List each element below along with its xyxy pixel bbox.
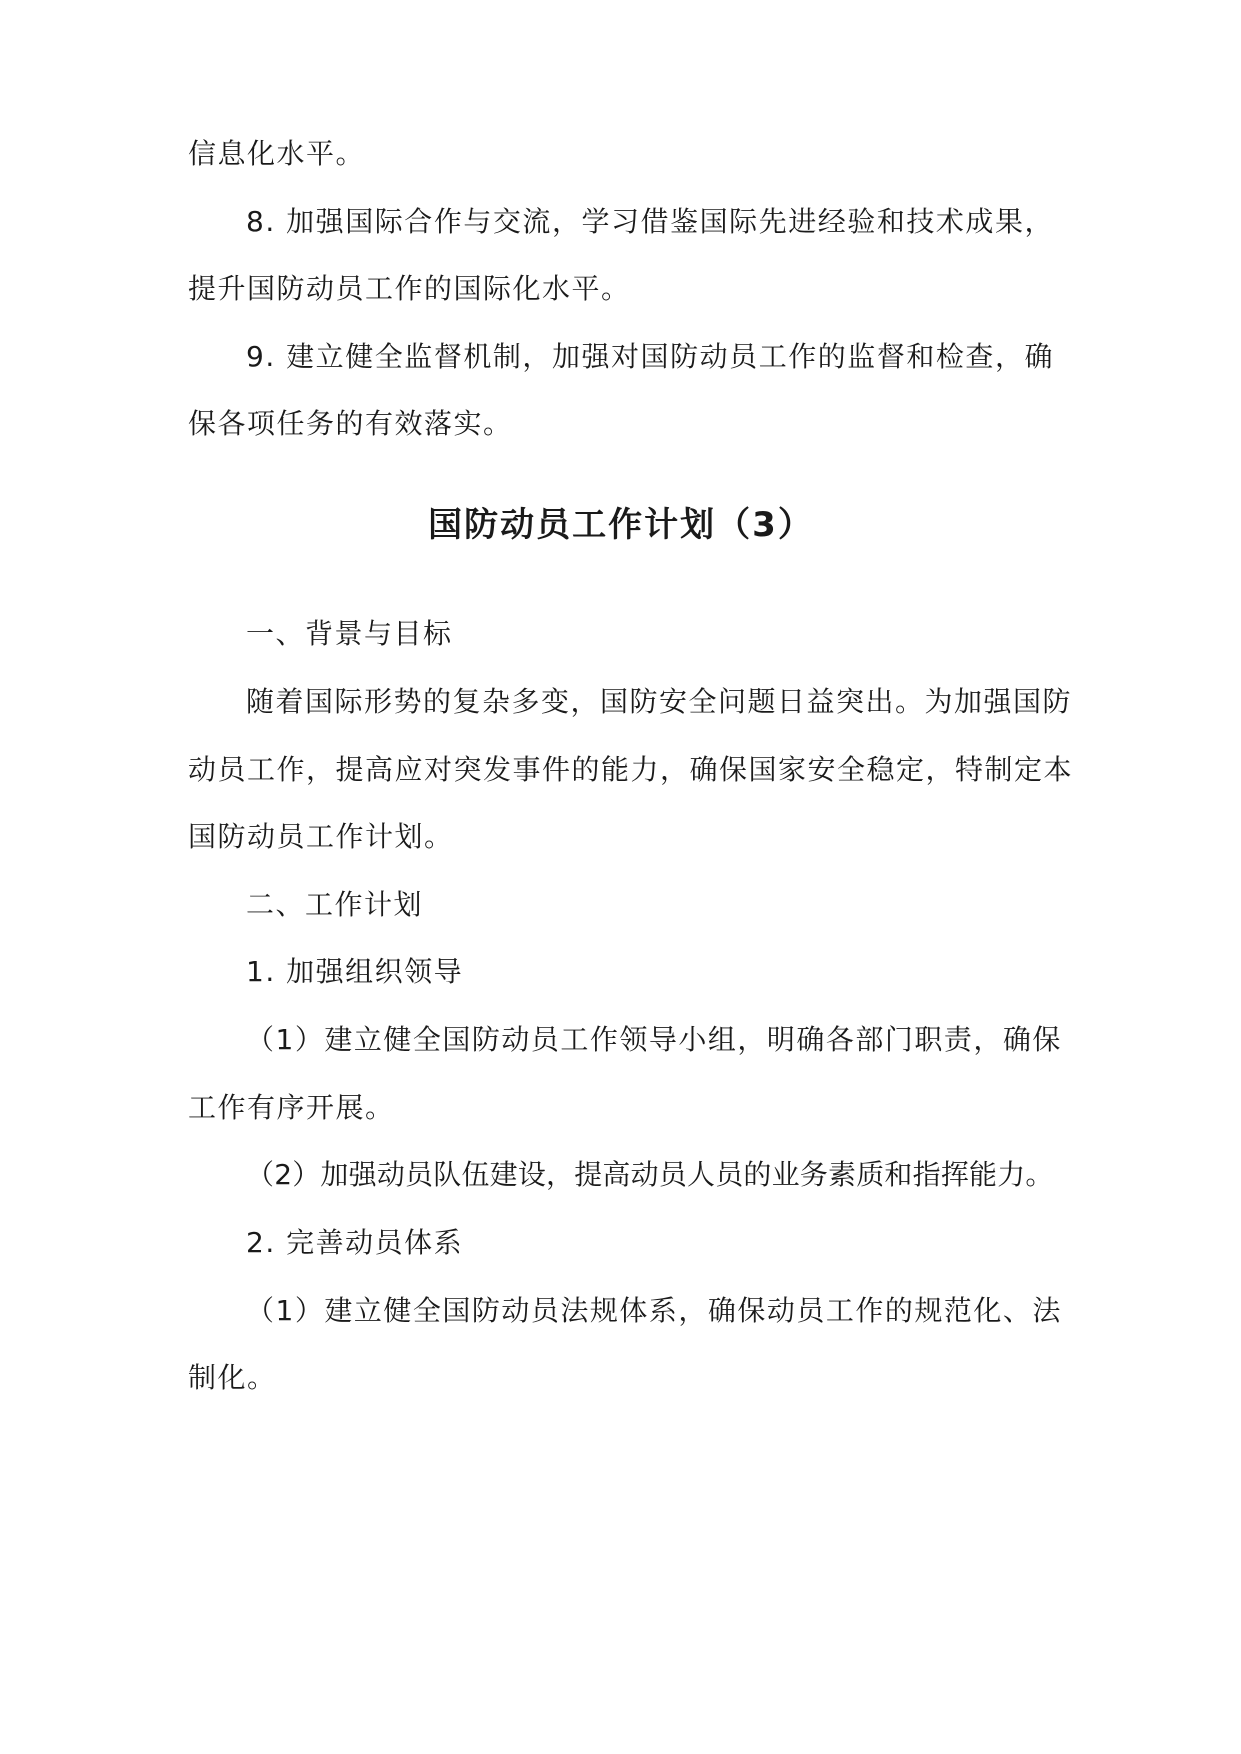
section-heading: 二、工作计划 [246,888,424,921]
paragraph-line: 国防动员工作计划。 [188,820,454,853]
paragraph-line: 动员工作，提高应对突发事件的能力，确保国家安全稳定，特制定本 [188,753,1074,786]
paragraph-line: 9. 建立健全监督机制，加强对国防动员工作的监督和检查，确 [246,340,1054,373]
paragraph-line: （2）加强动员队伍建设，提高动员人员的业务素质和指挥能力。 [246,1158,1054,1191]
paragraph-line: 提升国防动员工作的国际化水平。 [188,272,631,305]
paragraph-line: （1）建立健全国防动员法规体系，确保动员工作的规范化、法 [246,1294,1062,1327]
section-heading: 一、背景与目标 [246,617,453,650]
subsection-heading: 2. 完善动员体系 [246,1226,464,1259]
subsection-heading: 1. 加强组织领导 [246,955,464,988]
paragraph-line: 随着国际形势的复杂多变，国防安全问题日益突出。为加强国防 [246,685,1073,718]
paragraph-line: （1）建立健全国防动员工作领导小组，明确各部门职责，确保 [246,1023,1062,1056]
paragraph-line: 工作有序开展。 [188,1091,395,1124]
paragraph-line: 信息化水平。 [188,137,366,170]
paragraph-line: 制化。 [188,1361,277,1394]
paragraph-line: 8. 加强国际合作与交流，学习借鉴国际先进经验和技术成果， [246,205,1054,238]
section-title: 国防动员工作计划（3） [428,505,814,545]
paragraph-line: 保各项任务的有效落实。 [188,407,513,440]
